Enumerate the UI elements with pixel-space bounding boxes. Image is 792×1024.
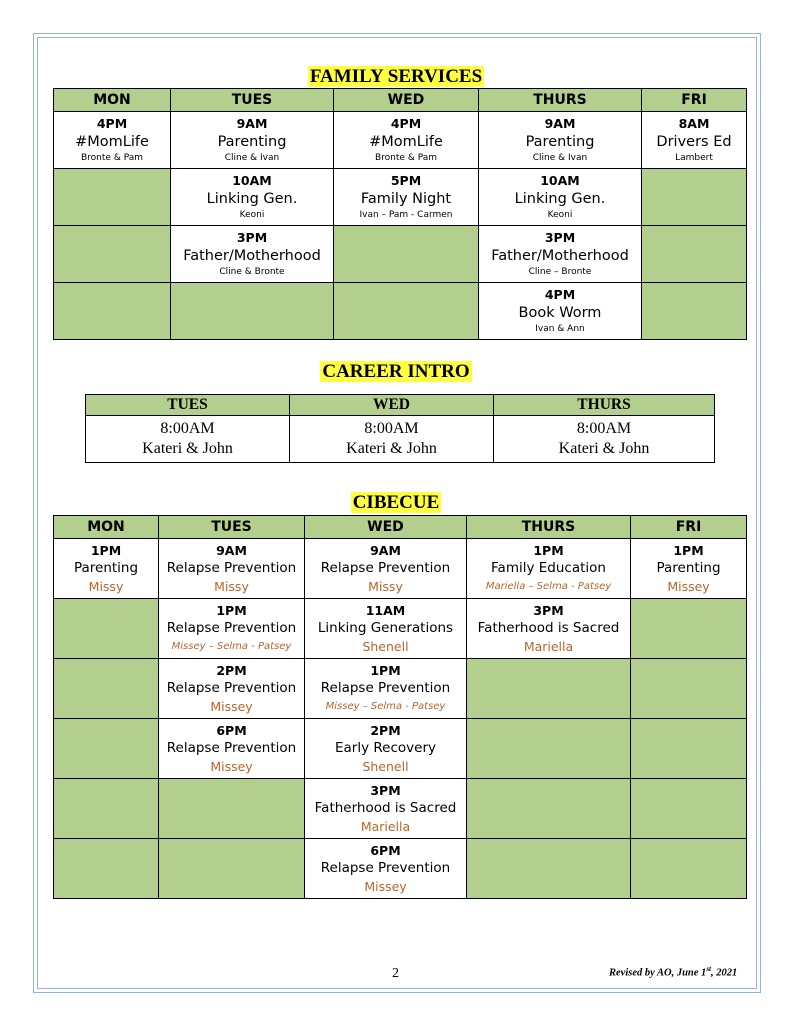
column-header: FRI [631, 516, 747, 539]
session-name: Family Education [491, 560, 606, 576]
empty-cell [54, 719, 159, 779]
session-time: 9AM [216, 543, 247, 558]
schedule-cell [54, 112, 171, 169]
empty-cell [631, 719, 747, 779]
schedule-cell [159, 659, 305, 719]
session-facilitators: Missy [88, 579, 124, 594]
empty-cell [334, 283, 479, 340]
session-facilitators: Kateri & John [346, 440, 437, 457]
empty-cell [54, 839, 159, 899]
table-row [54, 839, 747, 899]
column-header: TUES [159, 516, 305, 539]
session-facilitators: Cline & Bronte [219, 267, 285, 277]
session-time: 9AM [236, 116, 268, 131]
table-row [54, 283, 747, 340]
table-header-row [86, 395, 715, 416]
schedule-cell [305, 779, 467, 839]
session-name: Early Recovery [335, 740, 436, 756]
session-facilitators: Missey [210, 759, 253, 774]
session-name: Linking Generations [317, 620, 454, 636]
schedule-cell [642, 112, 747, 169]
session-time: 6PM [216, 723, 247, 738]
session-time: 8:00AM [576, 420, 632, 437]
session-facilitators: Missey [667, 579, 710, 594]
column-header: WED [334, 89, 479, 112]
page-number: 2 [392, 966, 399, 981]
session-time: 5PM [390, 173, 422, 188]
session-time: 8AM [678, 116, 710, 131]
session-name: Parenting [73, 560, 139, 576]
session-name: Drivers Ed [656, 134, 732, 150]
column-header: TUES [171, 89, 334, 112]
session-time: 6PM [370, 843, 401, 858]
schedule-cell [290, 416, 494, 463]
session-name: #MomLife [369, 134, 443, 150]
session-name: Relapse Prevention [166, 560, 297, 576]
schedule-cell [494, 416, 715, 463]
family-services-table [53, 88, 747, 340]
schedule-cell [479, 112, 642, 169]
session-name: Relapse Prevention [320, 560, 451, 576]
column-header: WED [305, 516, 467, 539]
table-row [86, 416, 715, 463]
table-row [54, 539, 747, 599]
session-facilitators: Missey – Selma - Patsey [171, 641, 292, 652]
empty-cell [467, 659, 631, 719]
session-time: 8:00AM [364, 420, 419, 437]
session-facilitators: Cline – Bronte [528, 267, 592, 277]
session-facilitators: Kateri & John [558, 440, 650, 457]
session-name: Relapse Prevention [166, 740, 297, 756]
session-facilitators: Mariella – Selma - Patsey [485, 581, 612, 592]
schedule-cell [305, 659, 467, 719]
session-time: 1PM [533, 543, 564, 558]
session-name: Relapse Prevention [166, 620, 297, 636]
schedule-cell [305, 599, 467, 659]
schedule-cell [479, 169, 642, 226]
session-facilitators: Bronte & Pam [81, 153, 143, 163]
column-header: THURS [479, 89, 642, 112]
schedule-cell [171, 169, 334, 226]
session-name: Linking Gen. [514, 191, 606, 207]
session-name: Fatherhood is Sacred [477, 620, 620, 636]
session-name: Family Night [360, 191, 452, 207]
session-time: 4PM [544, 287, 576, 302]
empty-cell [642, 283, 747, 340]
empty-cell [631, 659, 747, 719]
session-name: Fatherhood is Sacred [314, 800, 457, 816]
empty-cell [54, 599, 159, 659]
column-header: FRI [642, 89, 747, 112]
column-header: THURS [467, 516, 631, 539]
session-facilitators: Missy [214, 579, 249, 594]
empty-cell [467, 779, 631, 839]
session-name: Relapse Prevention [320, 680, 451, 696]
schedule-cell [159, 539, 305, 599]
schedule-cell [467, 539, 631, 599]
schedule-cell [467, 599, 631, 659]
column-header: MON [54, 516, 159, 539]
schedule-cell [159, 599, 305, 659]
session-time: 1PM [216, 603, 247, 618]
session-time: 2PM [370, 723, 401, 738]
career-intro-title: CAREER INTRO [322, 361, 470, 382]
session-facilitators: Keoni [547, 210, 573, 220]
empty-cell [467, 719, 631, 779]
session-facilitators: Ivan – Pam - Carmen [359, 210, 453, 220]
session-name: Father/Motherhood [491, 248, 629, 264]
table-row [54, 659, 747, 719]
schedule-cell [86, 416, 290, 463]
table-row [54, 599, 747, 659]
empty-cell [54, 169, 171, 226]
session-name: Relapse Prevention [320, 860, 451, 876]
session-name: Relapse Prevention [166, 680, 297, 696]
session-time: 3PM [544, 230, 576, 245]
empty-cell [54, 226, 171, 283]
schedule-cell [159, 719, 305, 779]
empty-cell [159, 839, 305, 899]
session-facilitators: Mariella [523, 639, 574, 654]
schedule-cell [54, 539, 159, 599]
session-name: Parenting [656, 560, 721, 576]
session-name: #MomLife [75, 134, 149, 150]
session-name: Parenting [217, 134, 287, 150]
session-facilitators: Lambert [675, 153, 713, 163]
family-services-title: FAMILY SERVICES [309, 66, 483, 87]
empty-cell [467, 839, 631, 899]
session-time: 9AM [370, 543, 401, 558]
session-time: 10AM [232, 173, 272, 188]
session-time: 9AM [544, 116, 576, 131]
schedule-cell [305, 839, 467, 899]
schedule-cell [479, 226, 642, 283]
session-facilitators: Ivan & Ann [535, 324, 585, 334]
column-header: WED [290, 395, 494, 416]
session-time: 1PM [673, 543, 704, 558]
session-name: Parenting [525, 134, 595, 150]
schedule-cell [305, 539, 467, 599]
empty-cell [54, 283, 171, 340]
empty-cell [631, 839, 747, 899]
table-row [54, 112, 747, 169]
schedule-cell [334, 112, 479, 169]
cibecue-title: CIBECUE [352, 492, 440, 513]
session-facilitators: Shenell [362, 759, 409, 774]
session-name: Book Worm [518, 305, 602, 321]
column-header: TUES [86, 395, 290, 416]
session-facilitators: Missey [210, 699, 253, 714]
schedule-cell [171, 226, 334, 283]
session-facilitators: Missy [368, 579, 403, 594]
empty-cell [334, 226, 479, 283]
empty-cell [631, 599, 747, 659]
revision-note: Revised by AO, June 1st, 2021 [609, 965, 738, 979]
session-facilitators: Keoni [239, 210, 265, 220]
schedule-cell [305, 719, 467, 779]
session-facilitators: Mariella [360, 819, 411, 834]
session-facilitators: Cline & Ivan [224, 153, 280, 163]
table-header-row [54, 89, 747, 112]
session-time: 3PM [370, 783, 401, 798]
session-time: 4PM [96, 116, 128, 131]
empty-cell [159, 779, 305, 839]
empty-cell [171, 283, 334, 340]
empty-cell [631, 779, 747, 839]
session-time: 1PM [90, 543, 122, 558]
session-facilitators: Shenell [362, 639, 409, 654]
cibecue-table [53, 515, 747, 899]
empty-cell [54, 659, 159, 719]
session-facilitators: Missey – Selma - Patsey [325, 701, 446, 712]
session-time: 3PM [236, 230, 268, 245]
career-intro-table [85, 394, 715, 463]
session-time: 10AM [540, 173, 580, 188]
session-time: 4PM [390, 116, 422, 131]
column-header: THURS [494, 395, 715, 416]
column-header: MON [54, 89, 171, 112]
session-facilitators: Kateri & John [142, 440, 233, 457]
empty-cell [642, 169, 747, 226]
table-row [54, 779, 747, 839]
empty-cell [642, 226, 747, 283]
schedule-cell [334, 169, 479, 226]
session-time: 2PM [216, 663, 247, 678]
table-row [54, 169, 747, 226]
table-row [54, 226, 747, 283]
session-time: 1PM [370, 663, 401, 678]
session-time: 3PM [533, 603, 564, 618]
session-facilitators: Cline & Ivan [532, 153, 588, 163]
table-header-row [54, 516, 747, 539]
empty-cell [54, 779, 159, 839]
schedule-cell [171, 112, 334, 169]
session-time: 11AM [365, 603, 406, 618]
session-facilitators: Bronte & Pam [375, 153, 437, 163]
session-name: Father/Motherhood [183, 248, 321, 264]
session-time: 8:00AM [160, 420, 215, 437]
schedule-cell [631, 539, 747, 599]
session-name: Linking Gen. [206, 191, 298, 207]
session-facilitators: Missey [364, 879, 407, 894]
table-row [54, 719, 747, 779]
schedule-cell [479, 283, 642, 340]
